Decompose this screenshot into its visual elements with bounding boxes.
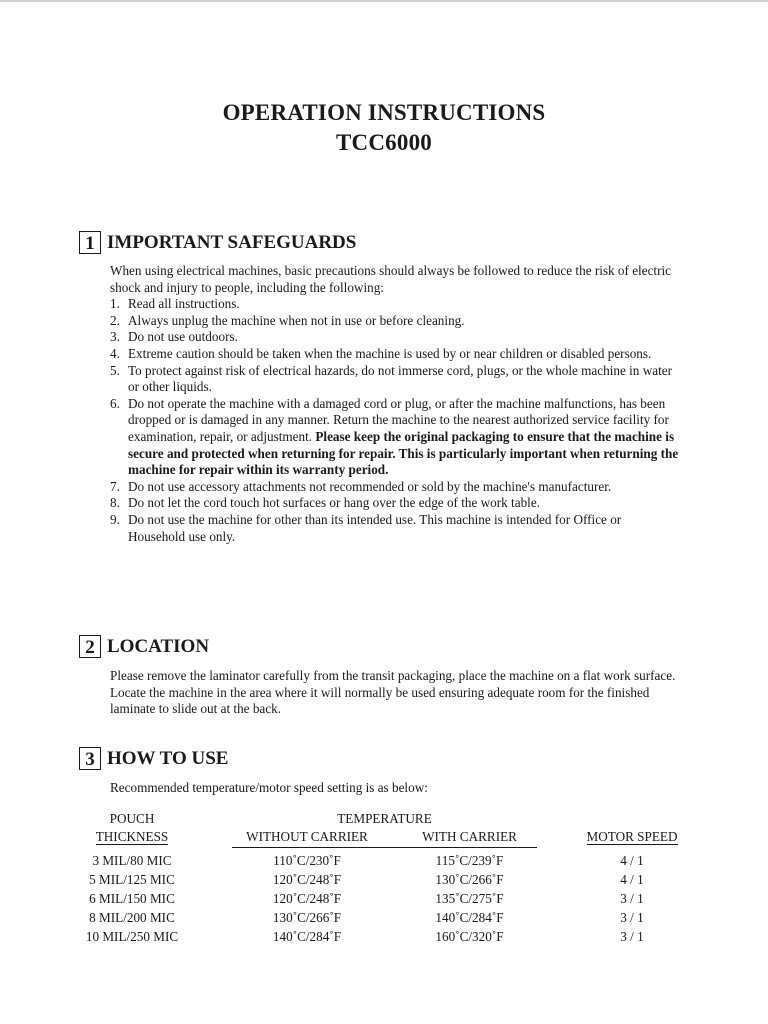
safeguards-list (110, 296, 680, 545)
section-2-number: 2 (79, 635, 101, 658)
list-item: 2. Always unplug the machine when not in use or before cleaning. (110, 312, 465, 328)
section-2-heading (79, 635, 209, 658)
section-1-title: IMPORTANT SAFEGUARDS (107, 231, 357, 253)
list-item: 7. Do not use accessory attachments not recommended or sold by the machine's manufacturer. (110, 478, 612, 494)
list-item: 1. Read all instructions. (110, 296, 240, 312)
list-item: 4. Extreme caution should be taken when the machine is used by or near children or disabled persons. (110, 345, 652, 361)
section-1-body (110, 263, 680, 545)
header-motor-speed: MOTOR SPEED (586, 829, 678, 844)
section-2-body (110, 668, 680, 718)
header-without-carrier: WITHOUT CARRIER (232, 827, 382, 847)
settings-intro: Recommended temperature/motor speed setting is as below: (110, 780, 428, 795)
header-with-carrier: WITH CARRIER (402, 827, 537, 847)
packaging-warning: Please keep the original packaging to ensure that the machine is secure and protected when returning for repair. This is particularly important when returning the machine for repair within its warranty period. (128, 428, 679, 478)
section-3-title: HOW TO USE (107, 747, 229, 769)
page-top-edge (0, 0, 768, 2)
section-3-number: 3 (79, 747, 101, 770)
table-row: 6 MIL/150 MIC 120˚C/248˚F 135˚C/275˚F 3 / 1 (89, 890, 644, 906)
list-item: 3. Do not use outdoors. (110, 329, 238, 345)
section-1-heading (79, 231, 356, 254)
location-text: Please remove the laminator carefully from the transit packaging, place the machine on a flat work surface. Locate the machine in the area where it will normally be used ensuring adequate room for the finished laminate to slide out at the back. (110, 668, 676, 717)
list-item: 9. Do not use the machine for other than its intended use. This machine is intended for Office or Household use only. (110, 511, 622, 544)
list-item: 5. To protect against risk of electrical hazards, do not immerse cord, plugs, or the whole machine in water or other liquids. (110, 362, 672, 395)
section-2-title: LOCATION (107, 635, 210, 657)
section-1-number: 1 (79, 231, 101, 254)
header-temperature: TEMPERATURE (337, 810, 432, 826)
header-thickness: THICKNESS (95, 829, 169, 844)
section-3-heading (79, 747, 228, 770)
list-item: 6. Do not operate the machine with a damaged cord or plug, or after the machine malfunctions, has been dropped or is damaged in any manner. Return the machine to the nearest authorized service facility for examination, repair, or adjustment. Please keep the original packaging to ensure that the machine is secure and protected when returning for repair. This is particularly important when returning the machine for repair within its warranty period. (110, 395, 679, 478)
safeguards-intro: When using electrical machines, basic precautions should always be followed to reduce the risk of electric shock and injury to people, including the following: (110, 263, 671, 295)
model-number: TCC6000 (336, 130, 432, 155)
document-title: OPERATION INSTRUCTIONS (222, 100, 546, 125)
table-row: 5 MIL/125 MIC 120˚C/248˚F 130˚C/266˚F 4 / 1 (89, 871, 644, 887)
table-row: 10 MIL/250 MIC 140˚C/284˚F 160˚C/320˚F 3 / 1 (85, 928, 644, 944)
table-row: 3 MIL/80 MIC 110˚C/230˚F 115˚C/239˚F 4 / 1 (92, 852, 644, 868)
header-pouch: POUCH (109, 810, 155, 826)
table-row: 8 MIL/200 MIC 130˚C/266˚F 140˚C/284˚F 3 / 1 (89, 909, 644, 925)
list-item: 8. Do not let the cord touch hot surfaces or hang over the edge of the work table. (110, 495, 540, 511)
settings-table (72, 810, 692, 946)
